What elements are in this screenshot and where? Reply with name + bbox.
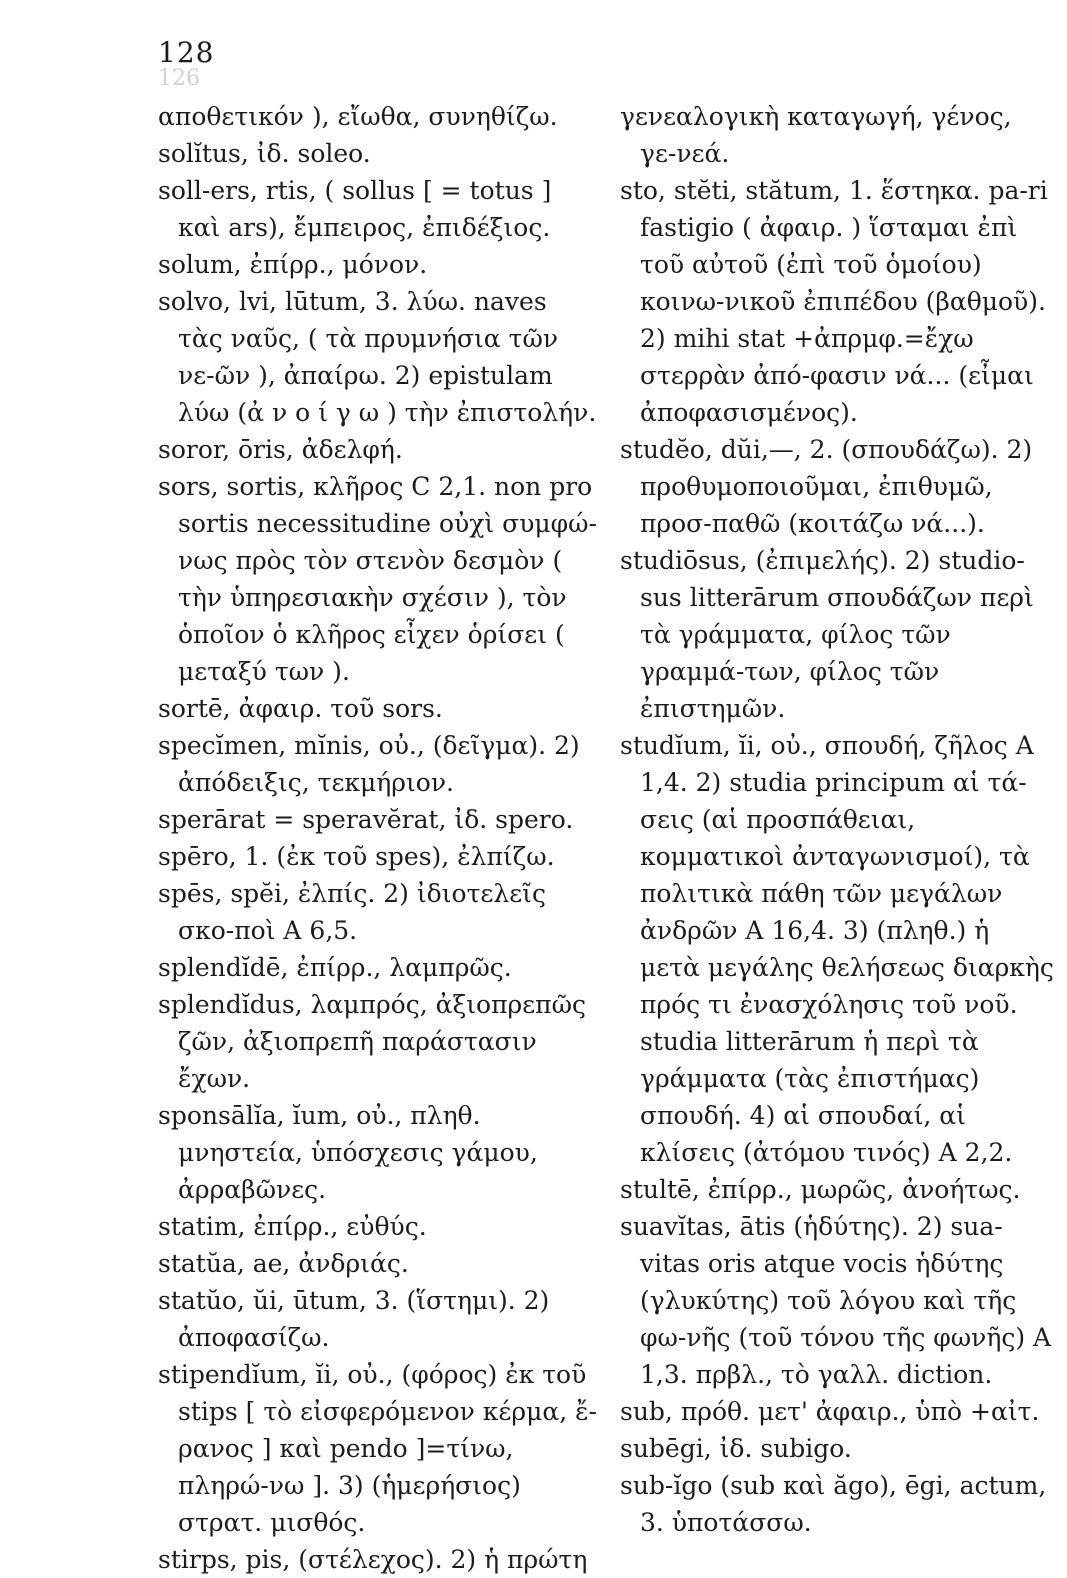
page-number: 128 (158, 36, 215, 69)
dictionary-entry: γενεαλογικὴ καταγωγή, γένος, γε-νεά. (620, 102, 1012, 168)
right-column (620, 98, 1055, 1541)
dictionary-entry: spēro, 1. (ἐκ τοῦ spes), ἐλπίζω. (158, 842, 555, 871)
dictionary-entry: stipendĭum, ĭi, οὐ., (φόρος) ἐκ τοῦ stips [ τὸ εἰσφερόμενον κέρμα, ἔ-ρανος ] καὶ pendo ]=τίνω, πληρώ-νω ]. 3) (ἡμερήσιος) στρατ. μισθός. (158, 1360, 597, 1537)
dictionary-entry: αποθετικόν ), εἴωθα, συνηθίζω. (158, 102, 558, 131)
dictionary-entry: solĭtus, ἰδ. soleo. (158, 139, 371, 168)
dictionary-entry: solum, ἐπίρρ., μόνον. (158, 250, 428, 279)
dictionary-entry: solvo, lvi, lūtum, 3. λύω. naves τὰς ναῦς, ( τὰ πρυμνήσια τῶν νε-ῶν ), ἀπαίρω. 2) epistulam λύω (ἀ ν ο ί γ ω ) τὴν ἐπιστολήν. (158, 287, 597, 427)
dictionary-entry: splendĭdē, ἐπίρρ., λαμπρῶς. (158, 953, 512, 982)
dictionary-entry: soror, ōris, ἀδελφή. (158, 435, 403, 464)
dictionary-entry: sortē, ἀφαιρ. τοῦ sors. (158, 694, 443, 723)
dictionary-entry: statim, ἐπίρρ., εὐθύς. (158, 1212, 427, 1241)
dictionary-entry: sub-ĭgo (sub καὶ ăgo), ēgi, actum, 3. ὑποτάσσω. (620, 1471, 1047, 1537)
dictionary-entry: studĕo, dŭi,—, 2. (σπουδάζω). 2) προθυμοποιοῦμαι, ἐπιθυμῶ, προσ-παθῶ (κοιτάζω νά...). (620, 435, 1033, 538)
dictionary-entry: stultē, ἐπίρρ., μωρῶς, ἀνοήτως. (620, 1175, 1021, 1204)
dictionary-entry: sors, sortis, κλῆρος C 2,1. non pro sortis necessitudine οὐχὶ συμφώ-νως πρὸς τὸν στενὸν δεσμὸν ( τὴν ὑπηρεσιακὴν σχέσιν ), τὸν ὁποῖον ὁ κλῆρος εἶχεν ὁρίσει ( μεταξύ των ). (158, 472, 597, 686)
dictionary-entry: statŭa, ae, ἀνδριάς. (158, 1249, 409, 1278)
dictionary-entry: studiōsus, (ἐπιμελής). 2) studio-sus litterārum σπουδάζων περὶ τὰ γράμματα, φίλος τῶν γραμμά-των, φίλος τῶν ἐπιστημῶν. (620, 546, 1034, 723)
dictionary-entry: stirps, pis, (στέλεχος). 2) ἡ πρώτη (158, 1545, 588, 1574)
dictionary-entry: specĭmen, mĭnis, οὐ., (δεῖγμα). 2) ἀπόδειξις, τεκμήριον. (158, 731, 580, 797)
dictionary-entry: sto, stĕti, stătum, 1. ἕστηκα. pa-ri fastigio ( ἀφαιρ. ) ἵσταμαι ἐπὶ τοῦ αὐτοῦ (ἐπὶ τοῦ ὁμοίου) κοινω-νικοῦ ἐπιπέδου (βαθμοῦ). 2) mihi stat +ἀπρμφ.=ἔχω στερρὰν ἀπό-φασιν νά... (εἶμαι ἀποφασισμένος). (620, 176, 1048, 427)
dictionary-entry: studĭum, ĭi, οὐ., σπουδή, ζῆλος A 1,4. 2) studia principum αἱ τά-σεις (αἱ προσπάθειαι, κομματικοὶ ἀνταγωνισμοί), τὰ πολιτικὰ πάθη τῶν μεγάλων ἀνδρῶν A 16,4. 3) (πληθ.) ἡ μετὰ μεγάλης θελήσεως διαρκὴς πρός τι ἐνασχόλησις τοῦ νοῦ. studia litterārum ἡ περὶ τὰ γράμματα (τὰς ἐπιστήμας) σπουδή. 4) αἱ σπουδαί, αἱ κλίσεις (ἀτόμου τινός) A 2,2. (620, 731, 1054, 1167)
dictionary-entry: sub, πρόθ. μετ' ἀφαιρ., ὑπὸ +αἰτ. (620, 1397, 1040, 1426)
left-column (158, 98, 598, 1578)
bleed-through-page-number: 126 (158, 66, 200, 91)
dictionary-entry: splendĭdus, λαμπρός, ἀξιοπρεπῶς ζῶν, ἀξιοπρεπῆ παράστασιν ἔχων. (158, 990, 587, 1093)
dictionary-entry: soll-ers, rtis, ( sollus [ = totus ] καὶ ars), ἔμπειρος, ἐπιδέξιος. (158, 176, 552, 242)
dictionary-entry: suavĭtas, ātis (ἡδύτης). 2) sua-vitas oris atque vocis ἡδύτης (γλυκύτης) τοῦ λόγου καὶ τῆς φω-νῆς (τοῦ τόνου τῆς φωνῆς) A 1,3. πρβλ., τὸ γαλλ. diction. (620, 1212, 1052, 1389)
dictionary-entry: sponsālĭa, ĭum, οὐ., πληθ. μνηστεία, ὑπόσχεσις γάμου, ἀρραβῶνες. (158, 1101, 538, 1204)
dictionary-entry: spēs, spĕi, ἐλπίς. 2) ἰδιοτελεῖς σκο-ποὶ A 6,5. (158, 879, 546, 945)
dictionary-entry: statŭo, ŭi, ūtum, 3. (ἵστημι). 2) ἀποφασίζω. (158, 1286, 550, 1352)
dictionary-entry: sperārat = speravĕrat, ἰδ. spero. (158, 805, 574, 834)
dictionary-entry: subēgi, ἰδ. subigo. (620, 1434, 852, 1463)
